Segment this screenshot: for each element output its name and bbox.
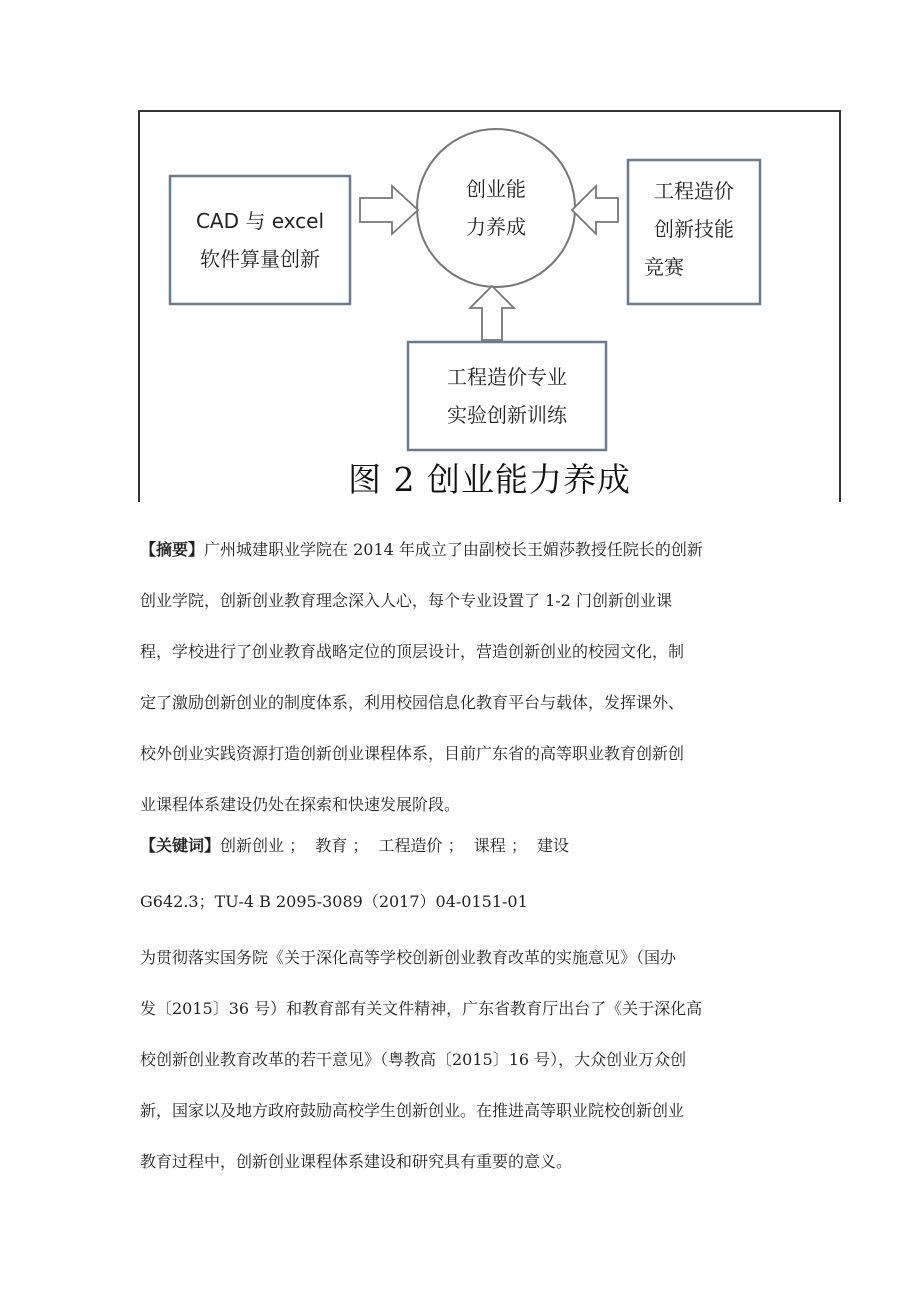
- right-arrow: [572, 186, 618, 234]
- left-arrow: [360, 186, 418, 234]
- keywords-line: [140, 820, 780, 871]
- classification-paragraph: [140, 876, 780, 927]
- abstract-line: [140, 524, 780, 575]
- body-line: 新，国家以及地方政府鼓励高校学生创新创业。在推进高等职业院校创新创业: [140, 1101, 685, 1120]
- right-box-label: [628, 172, 760, 286]
- left-box-label-line: CAD 与 excel: [195, 209, 325, 233]
- left-box-label: [170, 202, 350, 278]
- keywords-label: 【关键词】: [140, 836, 221, 855]
- abstract-line: 校外创业实践资源打造创新创业课程体系，目前广东省的高等职业教育创新创: [140, 744, 685, 763]
- left-box-label-line: 软件算量创新: [200, 247, 320, 271]
- center-label-line: 力养成: [466, 215, 526, 239]
- abstract-line: 业课程体系建设仍处在探索和快速发展阶段。: [140, 795, 461, 814]
- center-label: [426, 170, 566, 246]
- classification-line: G642.3；TU-4 B 2095-3089（2017）04-0151-01: [140, 892, 528, 911]
- figure-caption: 图 2 创业能力养成: [348, 460, 631, 499]
- abstract-label: 【摘要】: [140, 540, 205, 559]
- keywords-paragraph: [140, 820, 780, 871]
- bottom-box-label-line: 工程造价专业: [447, 365, 567, 389]
- bottom-box-label: [408, 358, 606, 434]
- abstract-text: 广州城建职业学院在 2014 年成立了由副校长王媚莎教授任院长的创新: [204, 540, 703, 559]
- abstract-line: 程，学校进行了创业教育战略定位的顶层设计，营造创新创业的校园文化，制: [140, 642, 685, 661]
- bottom-box-label-line: 实验创新训练: [447, 403, 567, 427]
- bottom-arrow: [470, 286, 514, 340]
- center-label-line: 创业能: [466, 177, 526, 201]
- abstract-line: 定了激励创新创业的制度体系，利用校园信息化教育平台与载体，发挥课外、: [140, 693, 685, 712]
- right-box-label-line: 创新技能: [654, 217, 734, 241]
- body-paragraph: [140, 932, 780, 1187]
- abstract-paragraph: [140, 524, 780, 830]
- right-box-label-line: 工程造价: [654, 179, 734, 203]
- body-line: 教育过程中，创新创业课程体系建设和研究具有重要的意义。: [140, 1152, 573, 1171]
- diagram-figure: [138, 110, 841, 502]
- abstract-line: 创业学院，创新创业教育理念深入人心，每个专业设置了 1-2 门创新创业课: [140, 591, 672, 610]
- right-box-label-line: 竞赛: [644, 255, 684, 279]
- body-line: 为贯彻落实国务院《关于深化高等学校创新创业教育改革的实施意见》（国办: [140, 948, 677, 967]
- keywords-text: 创新创业 ； 教育 ； 工程造价 ； 课程 ； 建设: [220, 836, 570, 855]
- body-line: 发〔2015〕36 号）和教育部有关文件精神，广东省教育厅出台了《关于深化高: [140, 999, 703, 1018]
- body-line: 校创新创业教育改革的若干意见》（粤教高〔2015〕16 号），大众创业万众创: [140, 1050, 687, 1069]
